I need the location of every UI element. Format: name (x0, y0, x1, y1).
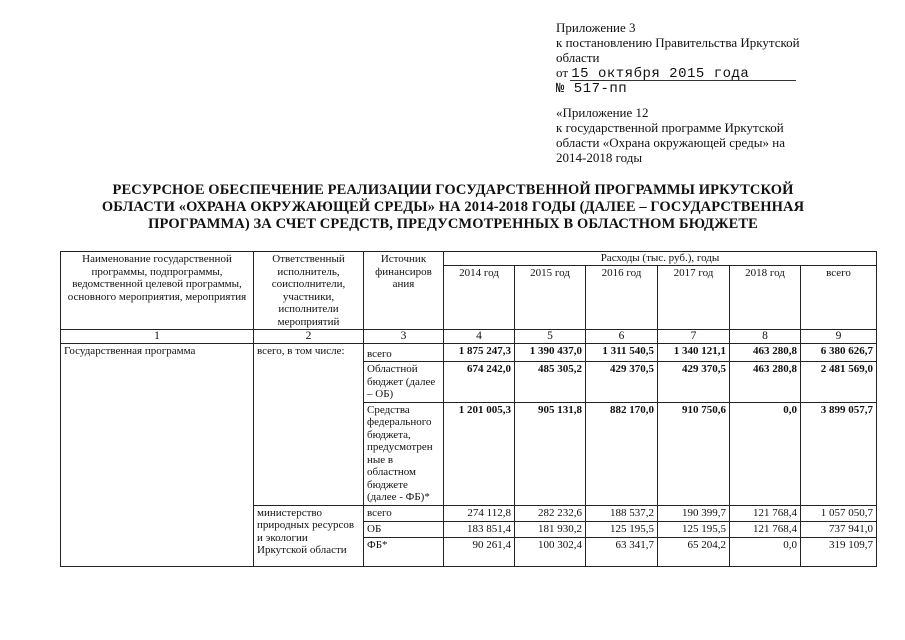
appendix-line-6: области «Охрана окружающей среды» на (556, 135, 785, 150)
value-cell: 2 481 569,0 (801, 362, 877, 403)
appendix-date: 15 октября 2015 года (571, 66, 750, 82)
value-cell: 910 750,6 (658, 402, 730, 505)
value-cell: 3 899 057,7 (801, 402, 877, 505)
appendix-block (556, 20, 856, 165)
value-cell: 319 109,7 (801, 537, 877, 566)
value-cell: 274 112,8 (444, 505, 515, 521)
appendix-line-1: Приложение 3 (556, 20, 636, 35)
value-cell: 121 768,4 (730, 521, 801, 537)
value-cell: 100 302,4 (515, 537, 586, 566)
table-row (61, 343, 877, 362)
header-name: Наименование государственной программы, подпрограммы, ведомственной целевой программы, основного мероприятия, мероприятия (61, 252, 254, 330)
appendix-line-4: «Приложение 12 (556, 105, 649, 120)
source-cell: ОБ (364, 521, 444, 537)
value-cell: 1 201 005,3 (444, 402, 515, 505)
value-cell: 882 170,0 (586, 402, 658, 505)
value-cell: 463 280,8 (730, 362, 801, 403)
value-cell: 1 390 437,0 (515, 343, 586, 362)
value-cell: 183 851,4 (444, 521, 515, 537)
header-year-total: всего (801, 265, 877, 330)
value-cell: 1 340 121,1 (658, 343, 730, 362)
value-cell: 125 195,5 (586, 521, 658, 537)
value-cell: 1 875 247,3 (444, 343, 515, 362)
value-cell: 90 261,4 (444, 537, 515, 566)
appendix-line-2: к постановлению Правительства Иркутской (556, 35, 800, 50)
appendix-date-line (556, 65, 796, 82)
title-line-1: РЕСУРСНОЕ ОБЕСПЕЧЕНИЕ РЕАЛИЗАЦИИ ГОСУДАРСТВЕННОЙ ПРОГРАММЫ ИРКУТСКОЙ (112, 182, 794, 198)
source-cell: всего (364, 343, 444, 362)
appendix-date-prefix: от (556, 65, 569, 80)
header-year-2014: 2014 год (444, 265, 515, 330)
value-cell: 65 204,2 (658, 537, 730, 566)
value-cell: 429 370,5 (586, 362, 658, 403)
value-cell: 282 232,6 (515, 505, 586, 521)
column-number: 3 (364, 330, 444, 344)
ministry-executor: министерство природных ресурсов и экологии Иркутской области (254, 505, 364, 566)
value-cell: 0,0 (730, 402, 801, 505)
column-number: 4 (444, 330, 515, 344)
value-cell: 463 280,8 (730, 343, 801, 362)
header-year-2016: 2016 год (586, 265, 658, 330)
title-line-3: ПРОГРАММА) ЗА СЧЕТ СРЕДСТВ, ПРЕДУСМОТРЕННЫХ В ОБЛАСТНОМ БЮДЖЕТЕ (148, 216, 758, 232)
value-cell: 63 341,7 (586, 537, 658, 566)
value-cell: 190 399,7 (658, 505, 730, 521)
value-cell: 181 930,2 (515, 521, 586, 537)
appendix-line-5: к государственной программе Иркутской (556, 120, 784, 135)
column-number: 8 (730, 330, 801, 344)
value-cell: 125 195,5 (658, 521, 730, 537)
source-cell: Средства федерального бюджета, предусмотрен ные в областном бюджете (далее - ФБ)* (364, 402, 444, 505)
value-cell: 6 380 626,7 (801, 343, 877, 362)
value-cell: 737 941,0 (801, 521, 877, 537)
column-number: 9 (801, 330, 877, 344)
program-name: Государственная программа (61, 343, 254, 566)
source-cell: всего (364, 505, 444, 521)
value-cell: 1 057 050,7 (801, 505, 877, 521)
value-cell: 429 370,5 (658, 362, 730, 403)
header-year-2018: 2018 год (730, 265, 801, 330)
source-cell: ФБ* (364, 537, 444, 566)
header-year-2015: 2015 год (515, 265, 586, 330)
header-year-2017: 2017 год (658, 265, 730, 330)
value-cell: 0,0 (730, 537, 801, 566)
value-cell: 121 768,4 (730, 505, 801, 521)
value-cell: 1 311 540,5 (586, 343, 658, 362)
value-cell: 188 537,2 (586, 505, 658, 521)
header-row (61, 252, 877, 266)
appendix-line-3: области (556, 50, 600, 65)
value-cell: 485 305,2 (515, 362, 586, 403)
resource-table (60, 251, 877, 567)
column-number: 5 (515, 330, 586, 344)
column-number: 1 (61, 330, 254, 344)
value-cell: 674 242,0 (444, 362, 515, 403)
column-number: 6 (586, 330, 658, 344)
program-executor: всего, в том числе: (254, 343, 364, 505)
value-cell: 905 131,8 (515, 402, 586, 505)
column-number: 2 (254, 330, 364, 344)
document-title (88, 182, 818, 233)
column-number: 7 (658, 330, 730, 344)
header-executor: Ответственный исполнитель, соисполнители, участники, исполнители мероприятий (254, 252, 364, 330)
appendix-line-7: 2014-2018 годы (556, 150, 643, 165)
source-cell: Областной бюджет (далее – ОБ) (364, 362, 444, 403)
title-line-2: ОБЛАСТИ «ОХРАНА ОКРУЖАЮЩЕЙ СРЕДЫ» НА 2014-2018 ГОДЫ (ДАЛЕЕ – ГОСУДАРСТВЕННАЯ (101, 199, 805, 215)
header-source: Источник финансиров ания (364, 252, 444, 330)
column-numbers-row (61, 330, 877, 344)
appendix-number: № 517-пп (556, 81, 628, 97)
header-expenses: Расходы (тыс. руб.), годы (444, 252, 877, 266)
